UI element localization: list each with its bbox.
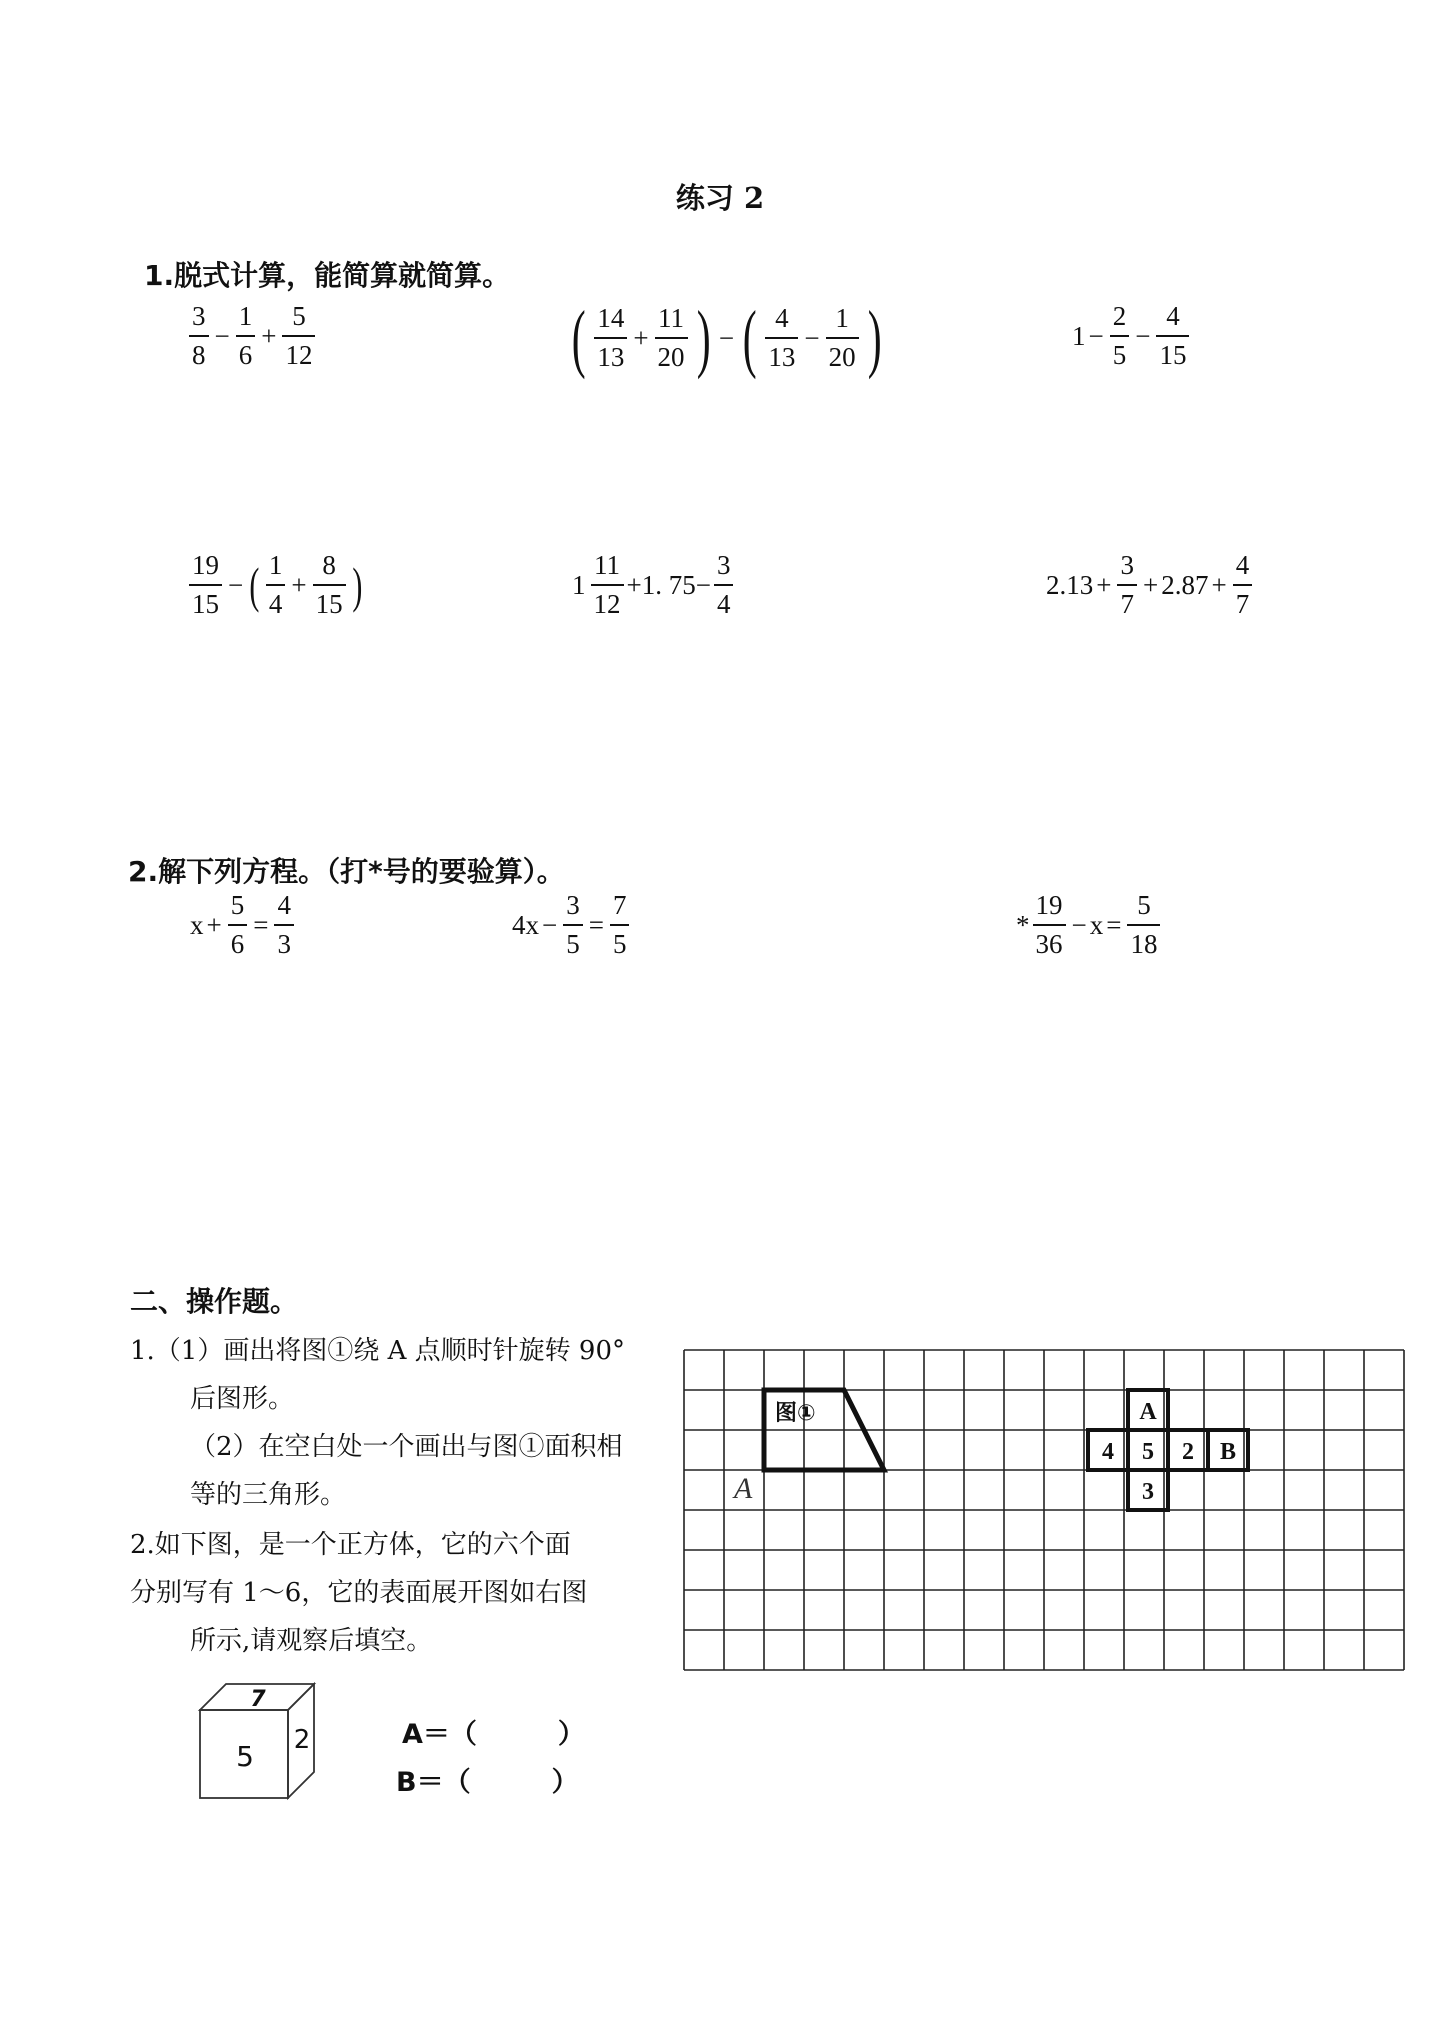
fraction: $\frac{19}{15}$ xyxy=(189,552,222,618)
instruction-line: 2.如下图，是一个正方体，它的六个面 xyxy=(130,1530,571,1560)
fraction: $\frac{1}{6}$ xyxy=(236,303,256,369)
instruction-line: 后图形。 xyxy=(190,1384,295,1414)
fraction: $\frac{4}{7}$ xyxy=(1233,552,1253,618)
right-paren: ) xyxy=(351,557,362,613)
whole-number: 1 xyxy=(572,569,586,600)
instruction-line: 分别写有 1～6，它的表面展开图如右图 xyxy=(130,1578,588,1608)
section3-heading: 二、操作题。 xyxy=(130,1285,299,1318)
variable: 4x xyxy=(512,909,539,940)
answer-b: B＝（ ） xyxy=(396,1767,579,1798)
fraction: $\frac{3}{4}$ xyxy=(714,552,734,618)
left-paren: ( xyxy=(742,296,757,380)
fraction: $\frac{11}{12}$ xyxy=(591,552,624,618)
left-paren: ( xyxy=(249,557,260,613)
operator: − xyxy=(228,569,244,600)
cube-top-number: 7 xyxy=(250,1687,266,1712)
net-label-bottom: 3 xyxy=(1142,1479,1154,1505)
instruction-line: 1.（1）画出将图①绕 A 点顺时针旋转 90° xyxy=(130,1336,626,1366)
operator: − xyxy=(718,322,735,353)
fraction: $\frac{14}{13}$ xyxy=(594,305,627,371)
operator: + xyxy=(1096,569,1112,600)
fraction: $\frac{11}{20}$ xyxy=(655,305,688,371)
operator: − xyxy=(1135,320,1151,351)
right-paren: ) xyxy=(867,296,882,380)
fraction: $\frac{2}{5}$ xyxy=(1110,303,1130,369)
equals-sign: = xyxy=(588,909,604,940)
instruction-line: 所示,请观察后填空。 xyxy=(190,1626,433,1656)
answer-a: A＝（ ） xyxy=(402,1719,585,1750)
operator: + xyxy=(206,909,222,940)
fraction: $\frac{1}{4}$ xyxy=(266,552,286,618)
instruction-line: （2）在空白处一个画出与图①面积相 xyxy=(190,1432,623,1462)
operator: + xyxy=(291,569,307,600)
grid-lines xyxy=(684,1350,1404,1670)
fraction: $\frac{1}{20}$ xyxy=(826,305,859,371)
fraction: $\frac{3}{7}$ xyxy=(1117,552,1137,618)
fraction: $\frac{8}{15}$ xyxy=(313,552,346,618)
fraction: $\frac{4}{13}$ xyxy=(765,305,798,371)
fraction: $\frac{7}{5}$ xyxy=(610,892,630,958)
whole-number: 1 xyxy=(1072,320,1086,351)
operator: + xyxy=(1142,569,1159,600)
fraction: $\frac{3}{8}$ xyxy=(189,303,209,369)
net-label-right: 2 xyxy=(1182,1439,1194,1465)
equals-sign: = xyxy=(1106,909,1122,940)
instruction-line: 等的三角形。 xyxy=(190,1480,347,1510)
expression-middle: +1. 75− xyxy=(626,569,711,600)
fraction: $\frac{5}{18}$ xyxy=(1127,892,1160,958)
cube-side-number: 2 xyxy=(293,1725,311,1755)
decimal-number: 2.87 xyxy=(1161,569,1209,600)
point-a-label: A xyxy=(734,1472,753,1505)
decimal-number: 2.13 xyxy=(1046,569,1094,600)
fraction: $\frac{3}{5}$ xyxy=(563,892,583,958)
operator: + xyxy=(261,320,277,351)
operator: − xyxy=(804,322,820,353)
net-label-far-right: B xyxy=(1219,1439,1237,1465)
figure-label: 图① xyxy=(775,1401,816,1426)
variable: x xyxy=(1089,909,1104,940)
cube-front-number: 5 xyxy=(236,1740,254,1773)
operator: − xyxy=(1071,909,1087,940)
net-label-top: A xyxy=(1139,1399,1157,1425)
fraction: $\frac{19}{36}$ xyxy=(1033,892,1066,958)
operator: − xyxy=(542,909,558,940)
operator: + xyxy=(1211,569,1227,600)
section2-heading: 2.解下列方程。（打*号的要验算）。 xyxy=(128,855,565,888)
variable: x xyxy=(190,909,204,940)
net-label-center: 5 xyxy=(1142,1439,1154,1465)
right-paren: ) xyxy=(696,296,711,380)
left-paren: ( xyxy=(571,296,586,380)
fraction: $\frac{4}{3}$ xyxy=(274,892,294,958)
fraction: $\frac{4}{15}$ xyxy=(1156,303,1189,369)
section1-heading: 1.脱式计算，能简算就简算。 xyxy=(144,259,511,292)
fraction: $\frac{5}{12}$ xyxy=(282,303,315,369)
operator: − xyxy=(1088,320,1104,351)
page-title: 练习 2 xyxy=(675,181,765,215)
equals-sign: = xyxy=(253,909,269,940)
net-label-left: 4 xyxy=(1102,1439,1114,1465)
operator: − xyxy=(214,320,230,351)
fraction: $\frac{5}{6}$ xyxy=(228,892,248,958)
operator: + xyxy=(633,322,649,353)
asterisk-mark: * xyxy=(1016,909,1030,940)
